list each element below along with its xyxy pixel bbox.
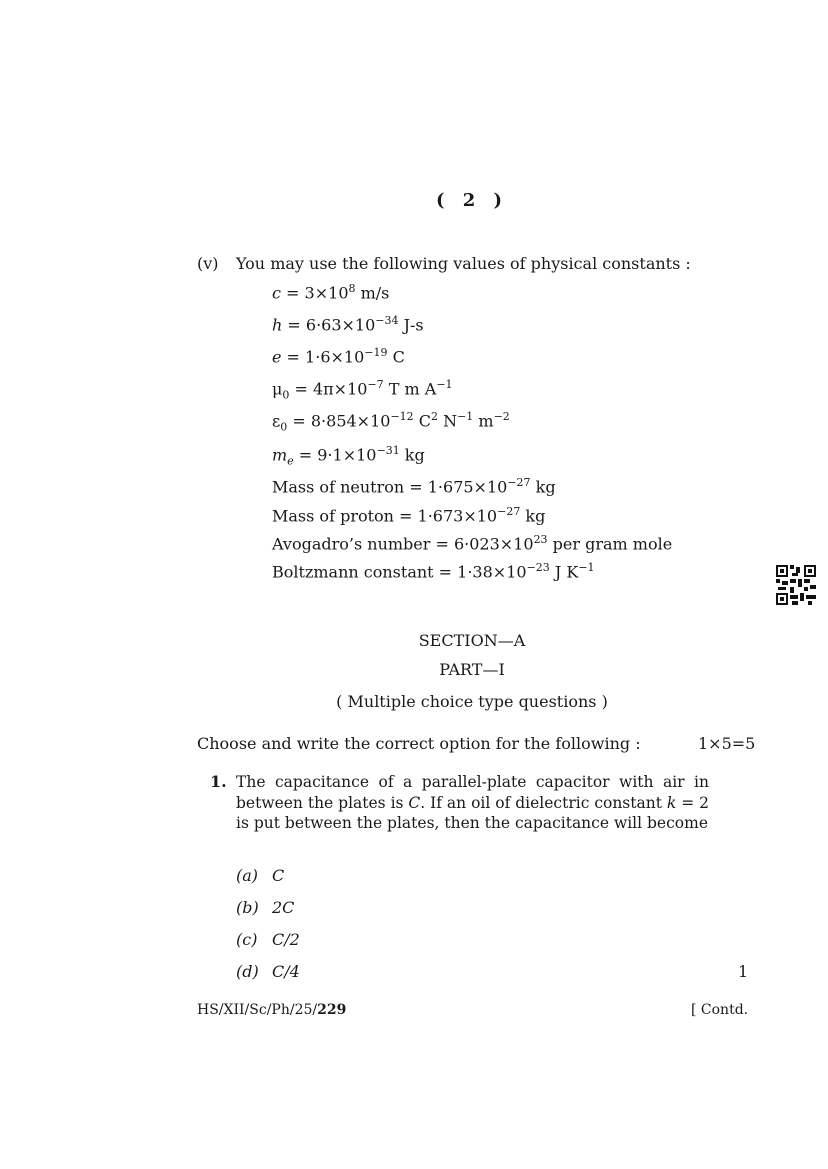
constant-avogadro: Avogadro’s number = $6\cdot 023\times 10^{23}$ per gram mole xyxy=(272,533,673,554)
footer-contd: [ Contd. xyxy=(691,1002,749,1018)
option-c-text: C/2 xyxy=(272,930,300,949)
question-number: 1. xyxy=(210,772,227,791)
option-b-label: (b) xyxy=(236,898,259,917)
option-d-text: C/4 xyxy=(272,962,300,981)
constant-h: $h = 6\cdot 63\times 10^{-34}$ J-s xyxy=(272,314,424,335)
constant-neutron-mass: Mass of neutron = $1\cdot 675\times 10^{-27}$ kg xyxy=(272,476,556,497)
part-title: PART—I xyxy=(439,660,505,679)
option-d-label: (d) xyxy=(236,962,259,981)
option-a-label: (a) xyxy=(236,866,259,885)
instruction-line: Choose and write the correct option for the following : xyxy=(197,734,641,753)
constant-c: $c = 3\times 10^8$ m/s xyxy=(272,282,390,303)
option-b-text: 2C xyxy=(272,898,295,917)
constant-mu0: $\mu_0 = 4\pi\times 10^{-7}$ T m $A^{-1}$ xyxy=(272,378,453,402)
instruction-text: You may use the following values of physical constants : xyxy=(236,254,691,273)
constant-me: $m_e = 9\cdot 1\times 10^{-31}$ kg xyxy=(272,444,425,468)
constant-e: $e = 1\cdot 6\times 10^{-19}$ C xyxy=(272,346,405,367)
instruction-marker: (v) xyxy=(197,254,219,273)
constant-proton-mass: Mass of proton = $1\cdot 673\times 10^{-27}$ kg xyxy=(272,505,546,526)
section-subtitle: ( Multiple choice type questions ) xyxy=(336,692,608,711)
section-title: SECTION—A xyxy=(418,631,526,650)
question-text: The capacitance of a parallel-plate capacitor with air in between the plates is C. If an oil of dielectric constant k = 2 is put between the plates, then the capacitance will become xyxy=(236,773,709,832)
qr-code xyxy=(776,565,816,605)
marks-total: 1×5=5 xyxy=(698,734,756,753)
constant-eps0: $\varepsilon_0 = 8\cdot 854\times 10^{-12}$ $C^2$ $N^{-1}$ $m^{-2}$ xyxy=(272,410,510,434)
option-a-text: C xyxy=(272,866,285,885)
page-number: ( 2 ) xyxy=(435,190,509,211)
question-marks: 1 xyxy=(738,962,749,981)
option-c-label: (c) xyxy=(236,930,258,949)
footer-code: HS/XII/Sc/Ph/25/229 xyxy=(197,1002,347,1018)
constant-boltzmann: Boltzmann constant = $1\cdot 38\times 10^{-23}$ J $K^{-1}$ xyxy=(272,561,595,582)
